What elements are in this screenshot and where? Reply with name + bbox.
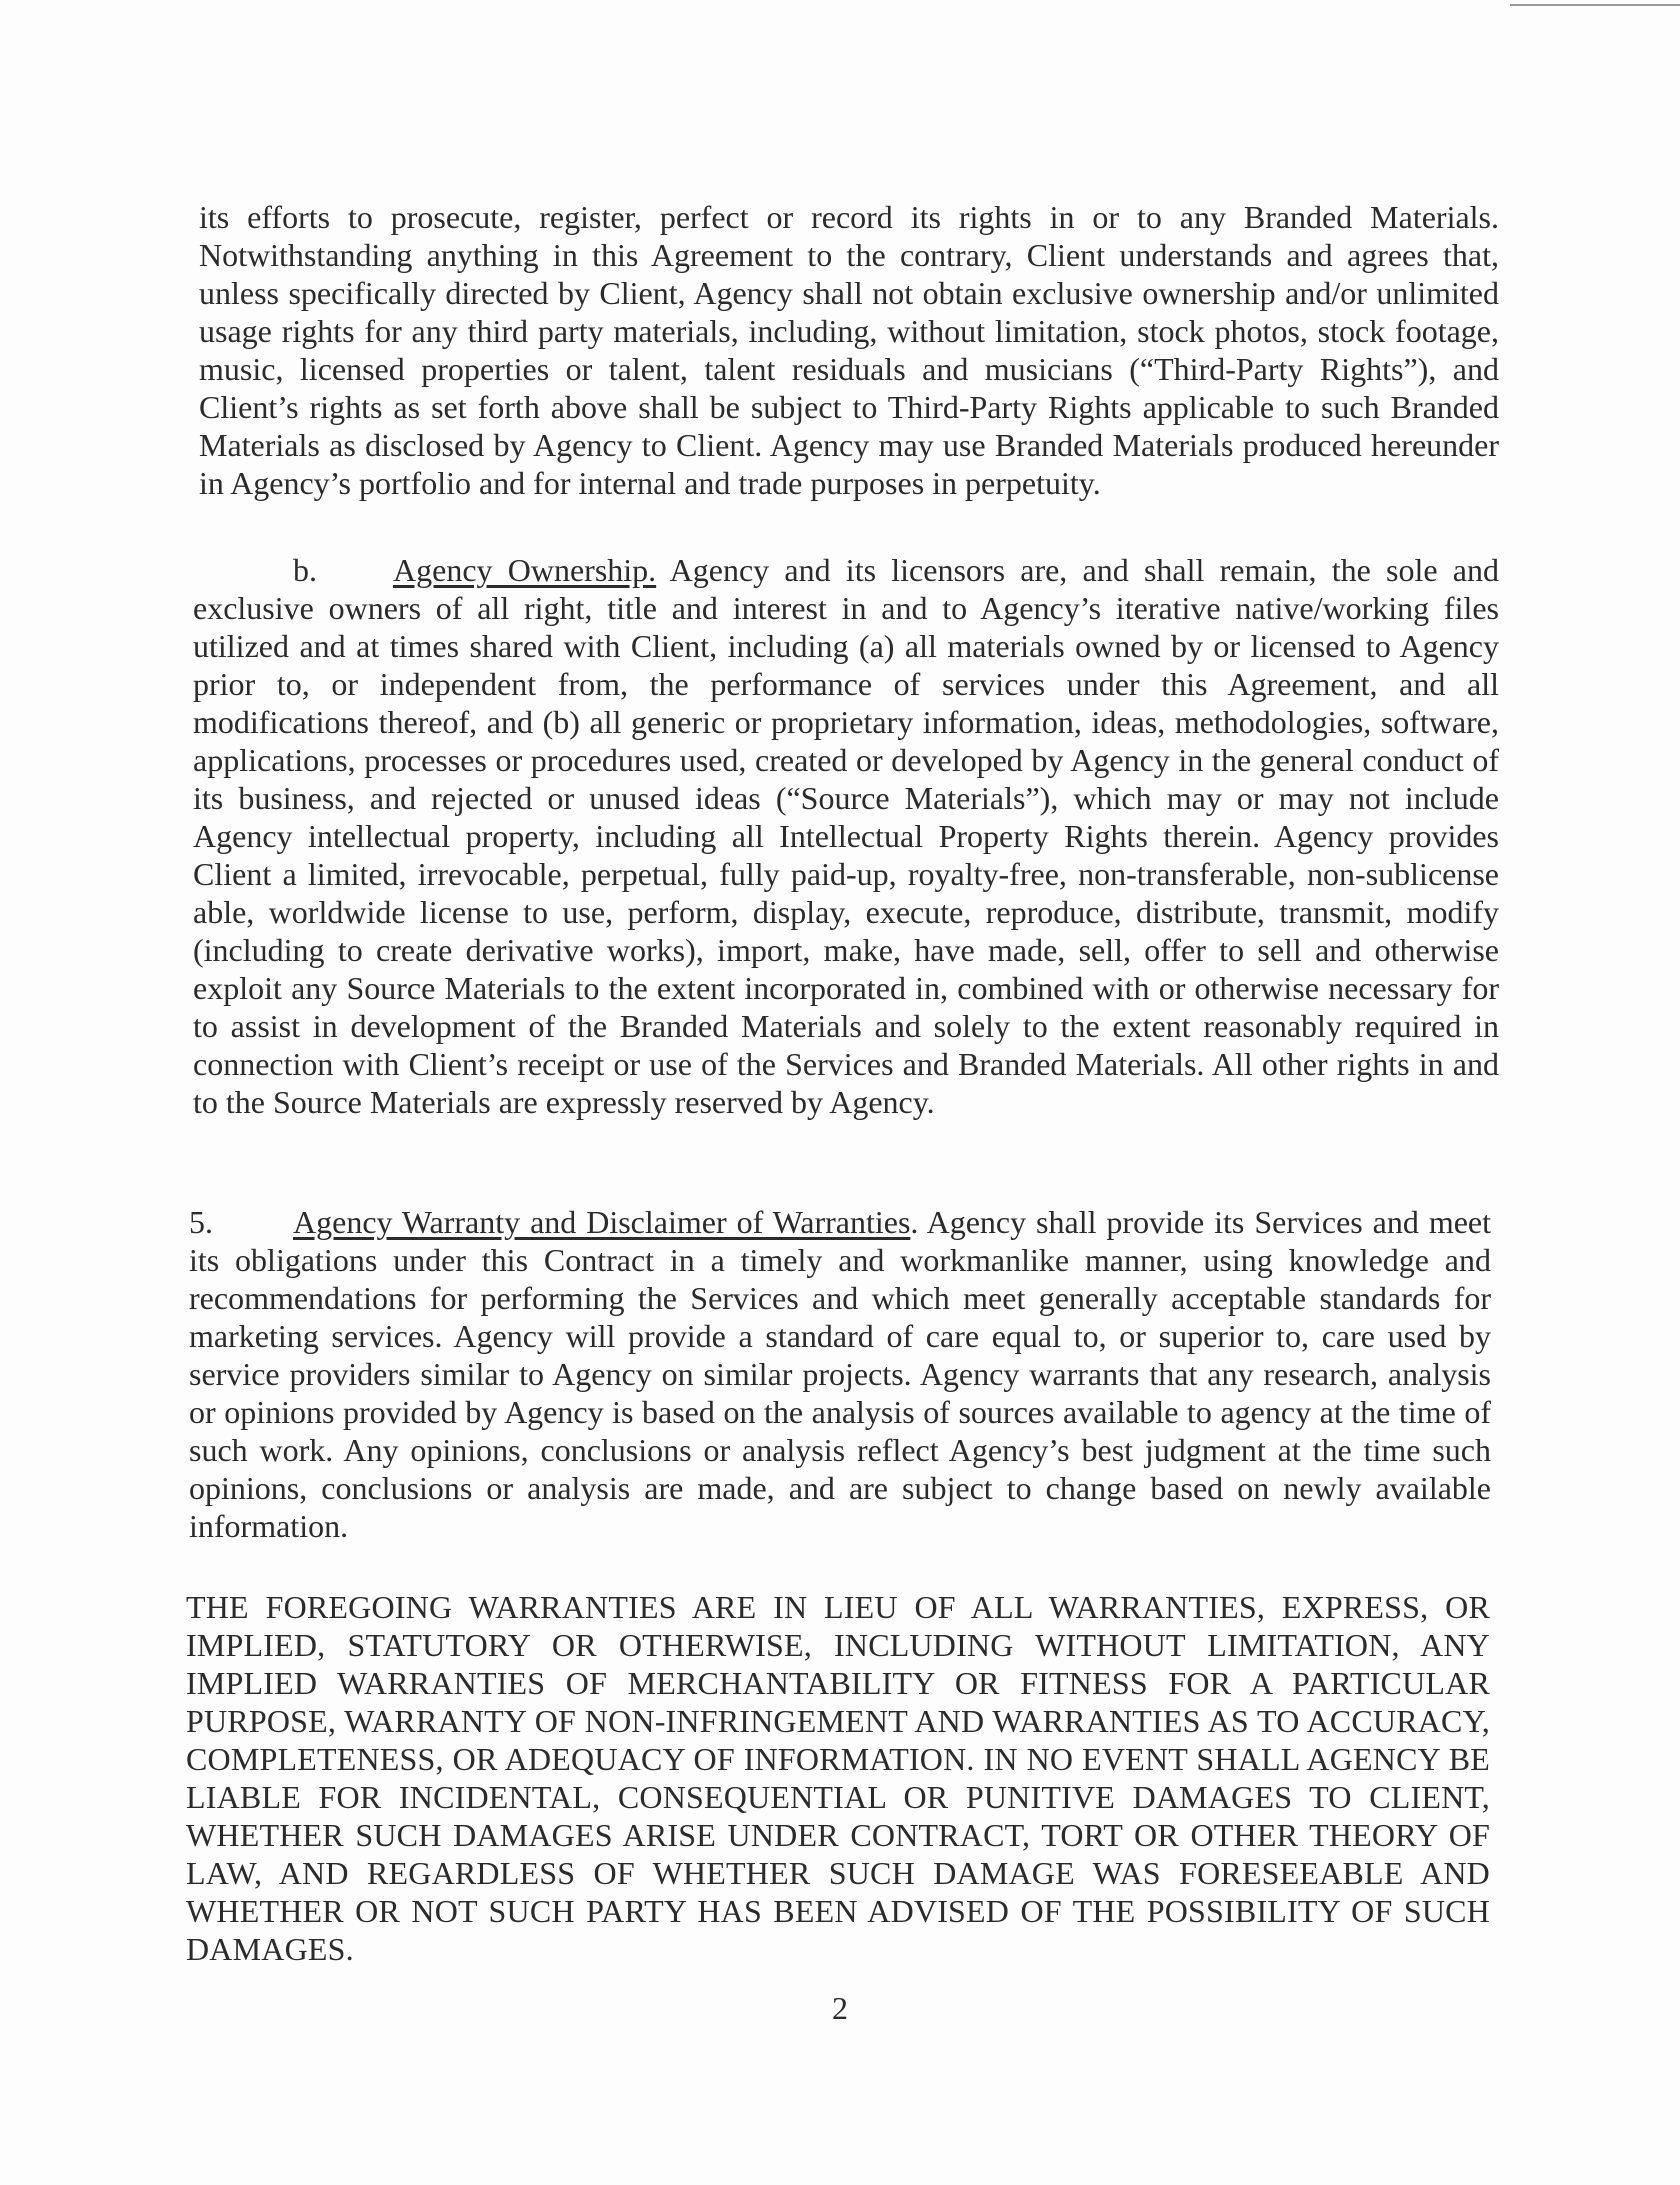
- subsection-heading: Agency Ownership.: [393, 552, 657, 588]
- subsection-body: Agency and its licensors are, and shall remain, the sole and exclusive owners of all right, title and interest in and to Agency’s iterative native/working files utilized and at times shared with Client, including (a) all materials owned by or licensed to Agency prior to, or independent from, the performance of services under this Agreement, and all modifications thereof, and (b) all generic or proprietary information, ideas, methodologies, software, applications, processes or procedures used, created or developed by Agency in the general conduct of its business, and rejected or unused ideas (“Source Materials”), which may or may not include Agency intellectual property, including all Intellectual Property Rights therein. Agency provides Client a limited, irrevocable, perpetual, fully paid-up, royalty-free, non-transferable, non-sublicense able, worldwide license to use, perform, display, execute, reproduce, distribute, transmit, modify (including to create derivative works), import, make, have made, sell, offer to sell and otherwise exploit any Source Materials to the extent incorporated in, combined with or otherwise necessary for to assist in development of the Branded Materials and solely to the extent reasonably required in connection with Client’s receipt or use of the Services and Branded Materials. All other rights in and to the Source Materials are expressly reserved by Agency.: [193, 552, 1500, 1120]
- subsection-label: b.: [293, 552, 317, 588]
- section-heading: Agency Warranty and Disclaimer of Warranties: [293, 1204, 911, 1240]
- section-agency-warranty: [189, 1203, 1491, 1545]
- subsection-agency-ownership: [193, 551, 1499, 1121]
- section-body: . Agency shall provide its Services and meet its obligations under this Contract in a timely and workmanlike manner, using knowledge and recommendations for performing the Services and which meet generally acceptable standards for marketing services. Agency will provide a standard of care equal to, or superior to, care used by service providers similar to Agency on similar projects. Agency warrants that any research, analysis or opinions provided by Agency is based on the analysis of sources available to agency at the time of such work. Any opinions, conclusions or analysis reflect Agency’s best judgment at the time such opinions, conclusions or analysis are made, and are subject to change based on newly available information.: [189, 1204, 1492, 1544]
- warranty-disclaimer: THE FOREGOING WARRANTIES ARE IN LIEU OF ALL WARRANTIES, EXPRESS, OR IMPLIED, STATUTORY OR OTHERWISE, INCLUDING WITHOUT LIMITATION, ANY IMPLIED WARRANTIES OF MERCHANTABILITY OR FITNESS FOR A PARTICULAR PURPOSE, WARRANTY OF NON-INFRINGEMENT AND WARRANTIES AS TO ACCURACY, COMPLETENESS, OR ADEQUACY OF INFORMATION. IN NO EVENT SHALL AGENCY BE LIABLE FOR INCIDENTAL, CONSEQUENTIAL OR PUNITIVE DAMAGES TO CLIENT, WHETHER SUCH DAMAGES ARISE UNDER CONTRACT, TORT OR OTHER THEORY OF LAW, AND REGARDLESS OF WHETHER SUCH DAMAGE WAS FORESEEABLE AND WHETHER OR NOT SUCH PARTY HAS BEEN ADVISED OF THE POSSIBILITY OF SUCH DAMAGES.: [186, 1589, 1490, 1967]
- section-number: 5.: [189, 1204, 213, 1240]
- page-number: 2: [832, 1990, 848, 2026]
- scan-edge-line: [1510, 4, 1680, 6]
- paragraph-continuation: its efforts to prosecute, register, perfect or record its rights in or to any Branded Materials. Notwithstanding anything in this Agreement to the contrary, Client understands and agrees that, unless specifically directed by Client, Agency shall not obtain exclusive ownership and/or unlimited usage rights for any third party materials, including, without limitation, stock photos, stock footage, music, licensed properties or talent, talent residuals and musicians (“Third-Party Rights”), and Client’s rights as set forth above shall be subject to Third-Party Rights applicable to such Branded Materials as disclosed by Agency to Client. Agency may use Branded Materials produced hereunder in Agency’s portfolio and for internal and trade purposes in perpetuity.: [199, 199, 1499, 501]
